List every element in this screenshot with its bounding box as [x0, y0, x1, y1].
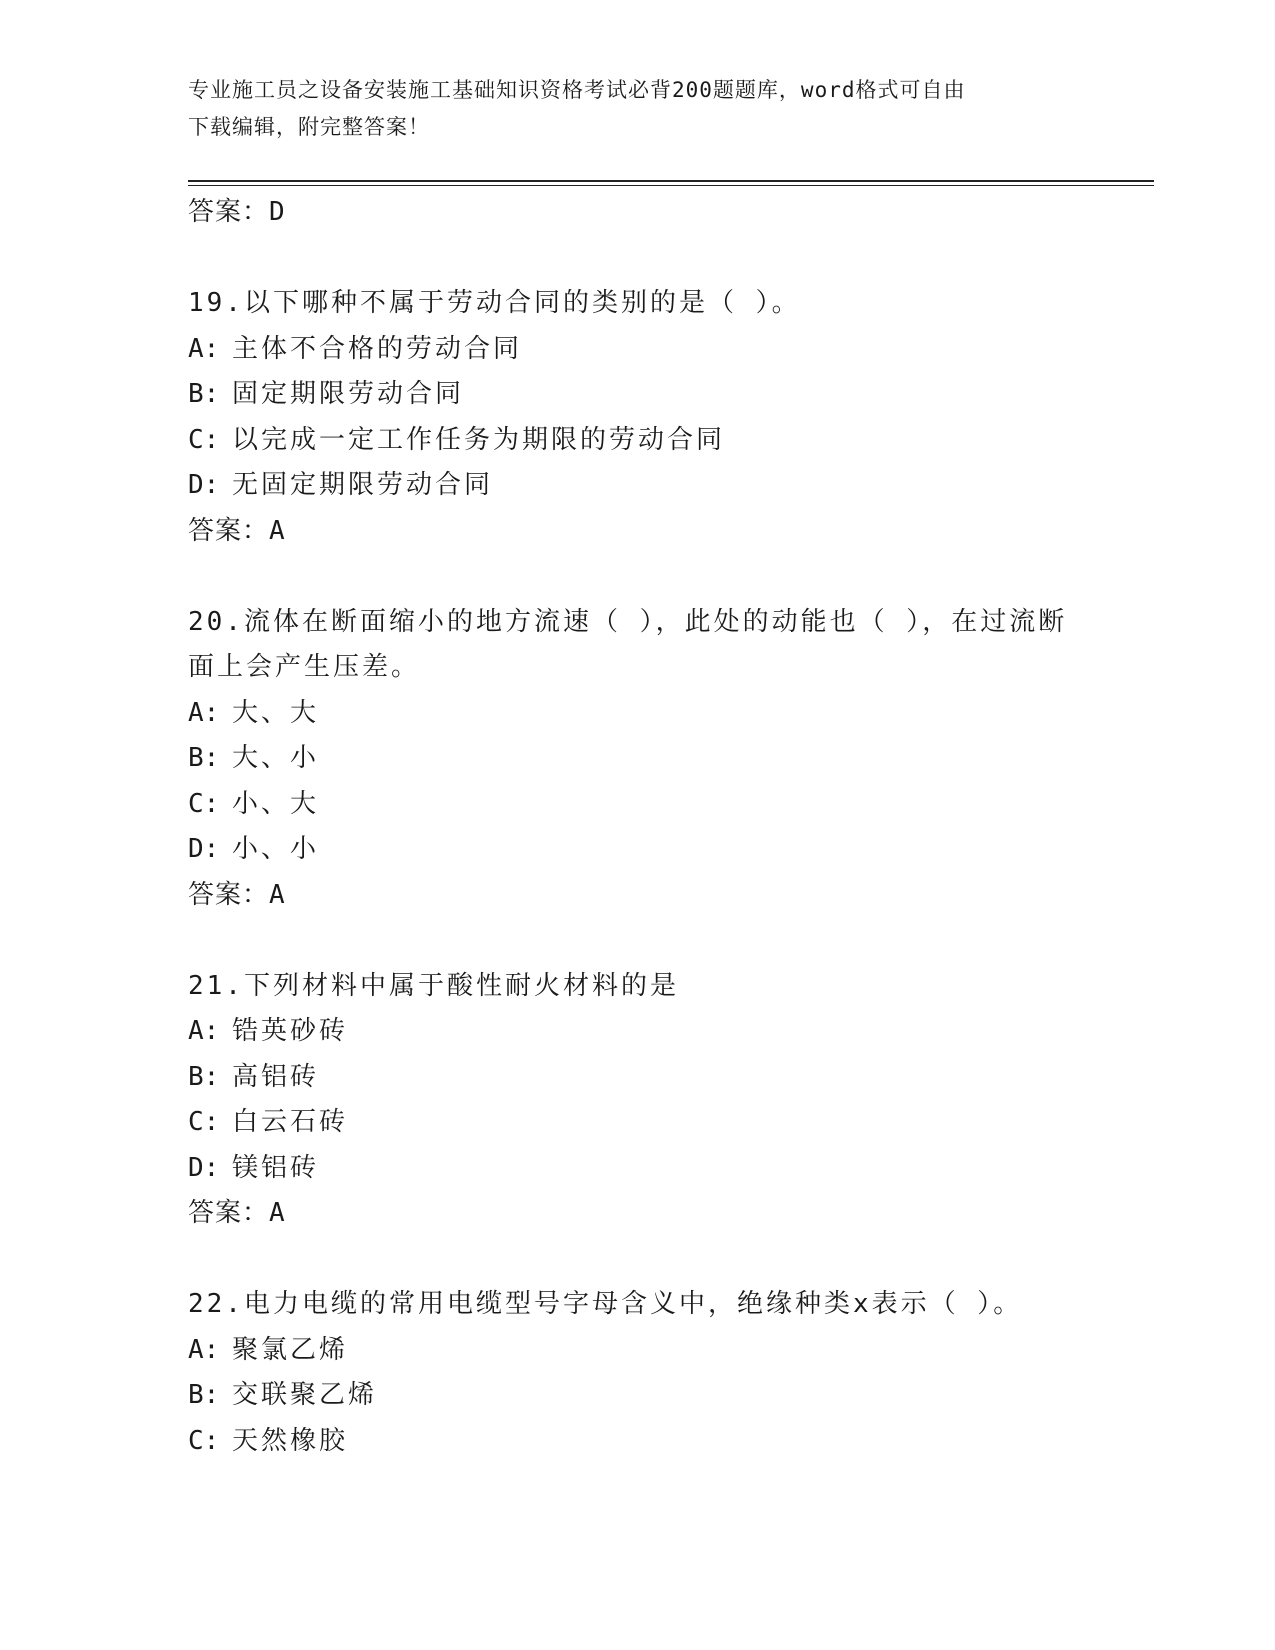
header-divider-thick	[188, 180, 1154, 182]
spacer	[188, 554, 1088, 600]
option-letter: A:	[188, 333, 220, 364]
option-text: 主体不合格的劳动合同	[232, 333, 523, 364]
option-text: 大、小	[232, 743, 320, 773]
option-text: 固定期限劳动合同	[232, 379, 465, 409]
option-c	[188, 1419, 1088, 1465]
question-21	[188, 964, 1088, 1237]
option-text: 大、大	[232, 697, 320, 728]
option-a	[188, 1009, 1088, 1055]
option-d	[188, 1146, 1088, 1192]
option-text: 无固定期限劳动合同	[232, 470, 494, 500]
option-letter: D:	[188, 834, 220, 864]
option-letter: C:	[188, 424, 220, 455]
option-b	[188, 1055, 1088, 1101]
option-d	[188, 827, 1088, 873]
option-c	[188, 1100, 1088, 1146]
answer	[188, 509, 1088, 555]
option-text: 交联聚乙烯	[232, 1380, 378, 1410]
previous-answer	[188, 190, 1088, 236]
question-22	[188, 1282, 1088, 1464]
option-text: 小、大	[232, 788, 320, 819]
question-19	[188, 281, 1088, 554]
option-letter: A:	[188, 697, 220, 728]
header-divider-thin	[188, 185, 1154, 186]
answer-label: 答案：	[188, 879, 270, 910]
document-body	[188, 190, 1088, 1464]
option-text: 白云石砖	[232, 1107, 349, 1137]
question-stem: 22.电力电缆的常用电缆型号字母含义中，绝缘种类x表示（ ）。	[188, 1289, 1023, 1319]
option-c	[188, 418, 1088, 464]
option-text: 镁铝砖	[232, 1152, 320, 1183]
question-stem: 21.下列材料中属于酸性耐火材料的是	[188, 970, 679, 1001]
answer	[188, 1191, 1088, 1237]
option-a	[188, 327, 1088, 373]
option-text: 聚氯乙烯	[232, 1334, 349, 1365]
document-header	[188, 72, 1088, 146]
answer-label: 答案：	[188, 197, 270, 227]
option-a	[188, 691, 1088, 737]
option-letter: C:	[188, 1425, 220, 1456]
question-stem: 20.流体在断面缩小的地方流速（ ），此处的动能也（ ），在过流断	[188, 606, 1068, 637]
option-letter: B:	[188, 1380, 220, 1410]
answer-label: 答案：	[188, 1198, 270, 1228]
option-letter: D:	[188, 1152, 220, 1183]
option-letter: B:	[188, 1061, 220, 1092]
option-c	[188, 782, 1088, 828]
option-text: 以完成一定工作任务为期限的劳动合同	[232, 424, 726, 455]
option-a	[188, 1328, 1088, 1374]
option-text: 天然橡胶	[232, 1425, 349, 1456]
option-d	[188, 463, 1088, 509]
header-title-line2: 下载编辑，附完整答案！	[188, 115, 430, 139]
option-text: 锆英砂砖	[232, 1016, 349, 1046]
answer	[188, 873, 1088, 919]
spacer	[188, 236, 1088, 282]
option-b	[188, 372, 1088, 418]
option-letter: C:	[188, 1107, 220, 1137]
answer-value: A	[269, 879, 286, 910]
option-b	[188, 736, 1088, 782]
option-letter: B:	[188, 743, 220, 773]
answer-label: 答案：	[188, 515, 270, 546]
option-letter: C:	[188, 788, 220, 819]
header-title-line1: 专业施工员之设备安装施工基础知识资格考试必背200题题库，word格式可自由	[188, 78, 966, 102]
question-stem-continued: 面上会产生压差。	[188, 652, 421, 682]
answer-value: A	[269, 515, 286, 546]
option-b	[188, 1373, 1088, 1419]
option-letter: D:	[188, 470, 220, 500]
question-stem: 19.以下哪种不属于劳动合同的类别的是（ ）。	[188, 288, 801, 318]
spacer	[188, 1237, 1088, 1283]
option-letter: A:	[188, 1016, 220, 1046]
option-letter: A:	[188, 1334, 220, 1365]
question-20	[188, 600, 1088, 919]
answer-value: A	[269, 1198, 286, 1228]
option-text: 高铝砖	[232, 1061, 320, 1092]
answer-value: D	[269, 197, 286, 227]
option-text: 小、小	[232, 834, 320, 864]
spacer	[188, 918, 1088, 964]
option-letter: B:	[188, 379, 220, 409]
